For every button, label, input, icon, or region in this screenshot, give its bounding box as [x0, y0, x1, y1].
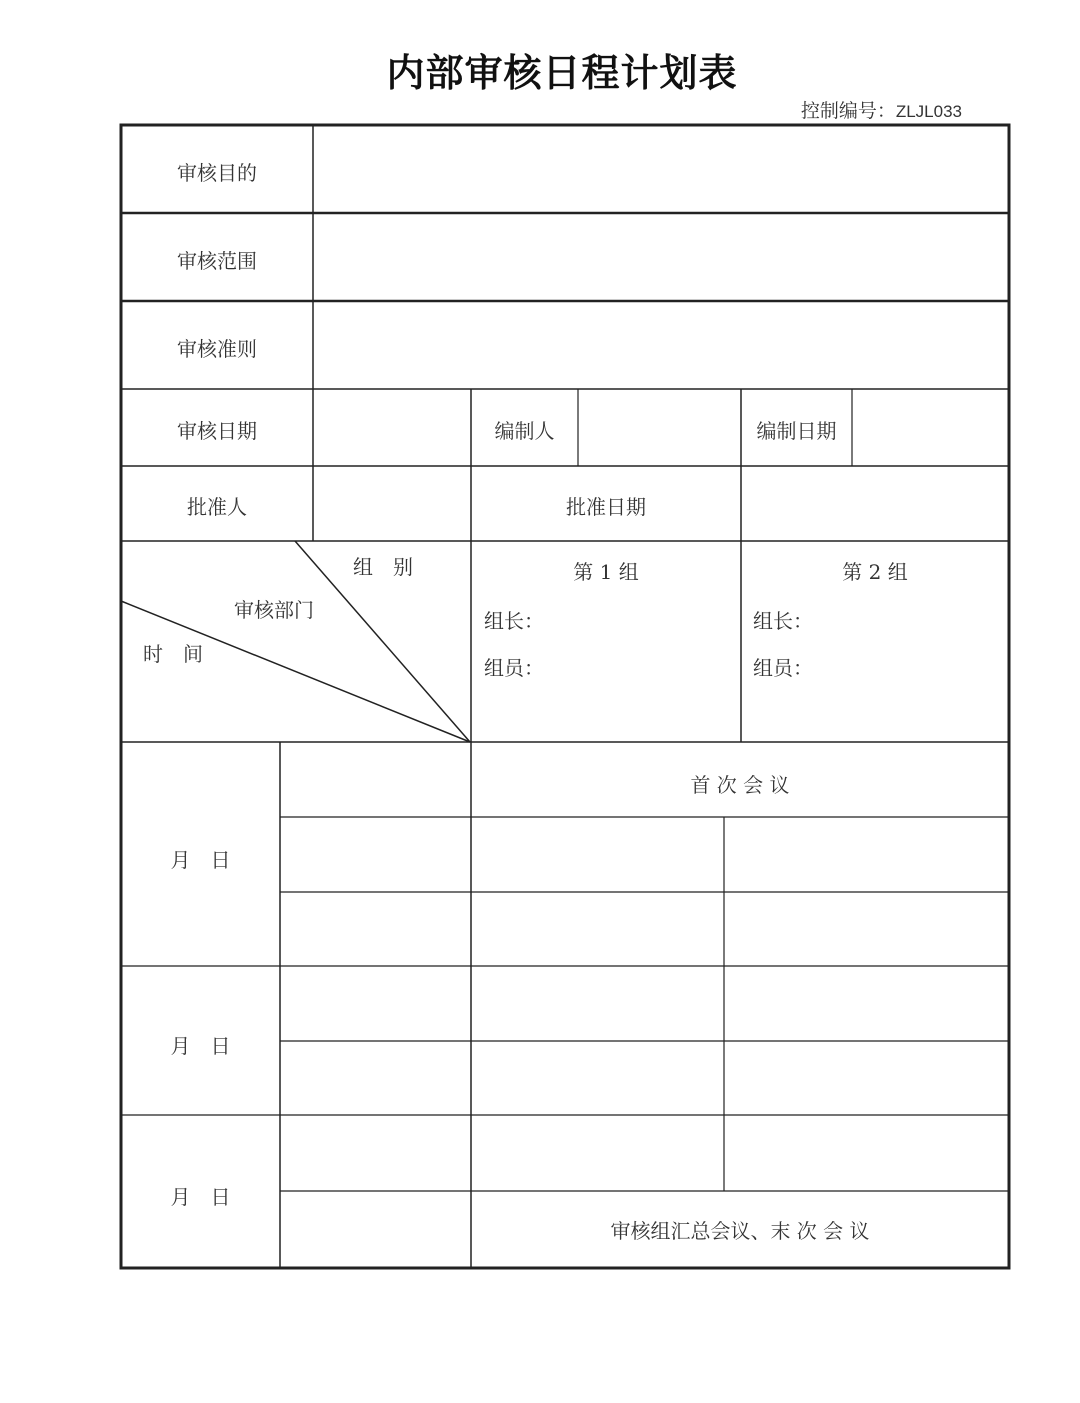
- label-approve-date: 批准日期: [566, 495, 646, 519]
- date-label-day-1: 月 日: [170, 848, 231, 872]
- first-meeting-label: 首 次 会 议: [690, 773, 790, 797]
- date-label-day-2: 月 日: [170, 1034, 231, 1058]
- compile-date-field[interactable]: [854, 391, 1007, 465]
- scope-field[interactable]: [315, 215, 1007, 300]
- label-compiler: 编制人: [494, 419, 555, 443]
- label-compile-date: 编制日期: [756, 419, 837, 443]
- compiler-field[interactable]: [580, 391, 739, 465]
- criteria-field[interactable]: [315, 303, 1007, 388]
- label-approver: 批准人: [187, 495, 247, 519]
- label-purpose: 审核目的: [177, 161, 257, 185]
- group-1-members-label: 组员：: [484, 656, 544, 680]
- diagonal-label-time: 时 间: [143, 642, 203, 666]
- page-title: 内部审核日程计划表: [386, 51, 738, 95]
- diagonal-label-group: 组 别: [353, 555, 413, 579]
- date-label-day-3: 月 日: [170, 1185, 231, 1209]
- purpose-field[interactable]: [315, 127, 1007, 212]
- label-criteria: 审核准则: [177, 337, 257, 361]
- control-number-code: ZLJL033: [895, 102, 962, 121]
- label-scope: 审核范围: [177, 249, 257, 273]
- closing-meeting-label: 审核组汇总会议、末 次 会 议: [610, 1219, 870, 1243]
- group-2-leader-label: 组长：: [753, 609, 813, 633]
- approve-date-field[interactable]: [743, 468, 1007, 540]
- group-1-title: 第 1 组: [573, 560, 639, 584]
- approver-field[interactable]: [315, 468, 469, 540]
- label-audit-date: 审核日期: [177, 419, 257, 443]
- group-2-members-label: 组员：: [753, 656, 813, 680]
- group-1-leader-label: 组长：: [484, 609, 544, 633]
- audit-date-field[interactable]: [315, 391, 469, 465]
- diagonal-label-department: 审核部门: [234, 598, 314, 622]
- control-number-label: 控制编号：: [800, 100, 896, 122]
- group-2-title: 第 2 组: [842, 560, 908, 584]
